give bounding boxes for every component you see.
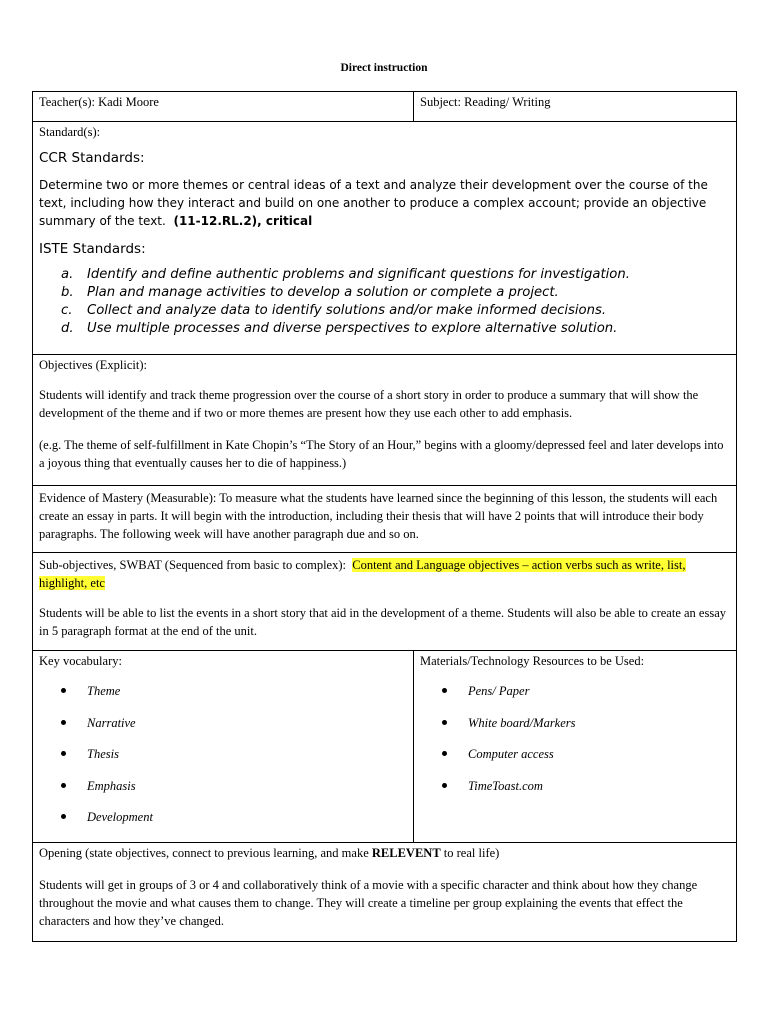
- materials-item: [468, 777, 730, 809]
- subject-label: Subject: Reading/ Writing: [420, 95, 551, 109]
- materials-cell: [414, 651, 737, 843]
- vocabulary-item-text: Emphasis: [87, 778, 136, 793]
- bullet-icon: [61, 783, 66, 788]
- vocabulary-list: [39, 682, 407, 840]
- opening-label-emphasis: RELEVENT: [371, 846, 441, 860]
- materials-item: [468, 745, 730, 777]
- sub-objectives-highlight: Content and Language objectives – action verbs such as write, list, highlight, etc: [39, 558, 686, 590]
- vocabulary-label: Key vocabulary:: [39, 654, 122, 668]
- opening-text: Students will get in groups of 3 or 4 and collaboratively think of a movie with a specific character and think about how they change throughout the movie and what causes them to change. They will create a timeline per group explaining the events that effect the characters and how they’ve changed.: [39, 878, 698, 928]
- materials-item: [468, 682, 730, 714]
- iste-marker: a.: [61, 267, 74, 282]
- objectives-cell: [33, 355, 737, 486]
- standards-row: [33, 122, 737, 355]
- objectives-row: [33, 355, 737, 486]
- materials-item-text: Pens/ Paper: [468, 684, 530, 698]
- iste-item-text: Collect and analyze data to identify solutions and/or make informed decisions.: [87, 303, 607, 318]
- standards-label: Standard(s):: [39, 125, 101, 139]
- iste-marker: c.: [61, 303, 73, 318]
- bullet-icon: [442, 720, 447, 725]
- subject-cell: [414, 92, 737, 122]
- iste-item-text: Identify and define authentic problems and significant questions for investigation.: [87, 267, 630, 282]
- iste-marker: d.: [61, 321, 74, 336]
- vocabulary-item-text: Narrative: [87, 715, 136, 730]
- iste-list: [39, 266, 730, 338]
- resources-row: [33, 651, 737, 843]
- materials-item: [468, 714, 730, 746]
- sub-objectives-row: [33, 553, 737, 651]
- objectives-text: Students will identify and track theme progression over the course of a short story in order to produce a summary that will show the development of the theme and if two or more themes are present how they use each other to add emphasis.: [39, 388, 699, 420]
- vocabulary-cell: [33, 651, 414, 843]
- vocabulary-item-text: Theme: [87, 684, 121, 698]
- iste-item: [61, 320, 730, 338]
- opening-heading: [39, 844, 730, 862]
- sub-objectives-cell: [33, 553, 737, 651]
- bullet-icon: [61, 751, 66, 756]
- iste-heading: ISTE Standards:: [39, 241, 146, 257]
- opening-label-tail: to real life): [443, 846, 500, 860]
- materials-label: Materials/Technology Resources to be Used:: [420, 654, 645, 668]
- bullet-icon: [61, 720, 66, 725]
- vocabulary-item: [87, 777, 407, 809]
- opening-label: Opening (state objectives, connect to previous learning, and make: [39, 846, 369, 860]
- sub-objectives-label: Sub-objectives, SWBAT (Sequenced from basic to complex):: [39, 558, 346, 572]
- bullet-icon: [61, 688, 66, 693]
- materials-item-text: White board/Markers: [468, 715, 576, 730]
- sub-objectives-heading: [39, 556, 730, 592]
- vocabulary-item: [87, 808, 407, 840]
- vocabulary-item: [87, 682, 407, 714]
- objectives-example: (e.g. The theme of self-fulfillment in Kate Chopin’s “The Story of an Hour,” begins with a gloomy/depressed feel and later develops into a joyous thing that eventually causes her to die of happiness.): [39, 438, 724, 470]
- evidence-row: [33, 486, 737, 553]
- lesson-plan-table: [32, 91, 737, 942]
- header-row: [33, 92, 737, 122]
- vocabulary-item: [87, 745, 407, 777]
- ccr-heading: CCR Standards:: [39, 150, 145, 166]
- teacher-cell: [33, 92, 414, 122]
- ccr-description: Determine two or more themes or central ideas of a text and analyze their development over the course of the text, including how they interact and build on one another to produce a complex account; provide an objective summary of the text.: [39, 178, 708, 228]
- document-title: Direct instruction: [340, 62, 428, 74]
- ccr-text: [39, 176, 730, 230]
- standards-cell: [33, 122, 737, 355]
- bullet-icon: [442, 783, 447, 788]
- bullet-icon: [61, 814, 66, 819]
- iste-item-text: Plan and manage activities to develop a solution or complete a project.: [87, 285, 559, 300]
- bullet-icon: [442, 751, 447, 756]
- ccr-code: (11-12.RL.2), critical: [173, 214, 313, 228]
- iste-item-text: Use multiple processes and diverse perspectives to explore alternative solution.: [87, 321, 618, 336]
- opening-cell: [33, 843, 737, 942]
- vocabulary-item-text: Development: [87, 810, 153, 824]
- iste-marker: b.: [61, 285, 74, 300]
- teacher-label: Teacher(s): Kadi Moore: [39, 95, 159, 109]
- materials-item-text: TimeToast.com: [468, 778, 543, 793]
- bullet-icon: [442, 688, 447, 693]
- materials-list: [420, 682, 730, 808]
- iste-item: [61, 302, 730, 320]
- iste-item: [61, 266, 730, 284]
- materials-item-text: Computer access: [468, 747, 554, 761]
- vocabulary-item-text: Thesis: [87, 747, 119, 761]
- evidence-cell: [33, 486, 737, 553]
- evidence-text: Evidence of Mastery (Measurable): To measure what the students have learned since the beginning of this lesson, the students will each create an essay in parts. It will begin with the introduction, including their thesis that will have 2 points that will introduce their body paragraphs. The following week will have another paragraph due and so on.: [39, 491, 718, 541]
- opening-row: [33, 843, 737, 942]
- objectives-label: Objectives (Explicit):: [39, 358, 147, 372]
- iste-item: [61, 284, 730, 302]
- sub-objectives-text: Students will be able to list the events in a short story that aid in the development of a theme. Students will also be able to create an essay in 5 paragraph format at the end of the unit.: [39, 606, 726, 638]
- vocabulary-item: [87, 714, 407, 746]
